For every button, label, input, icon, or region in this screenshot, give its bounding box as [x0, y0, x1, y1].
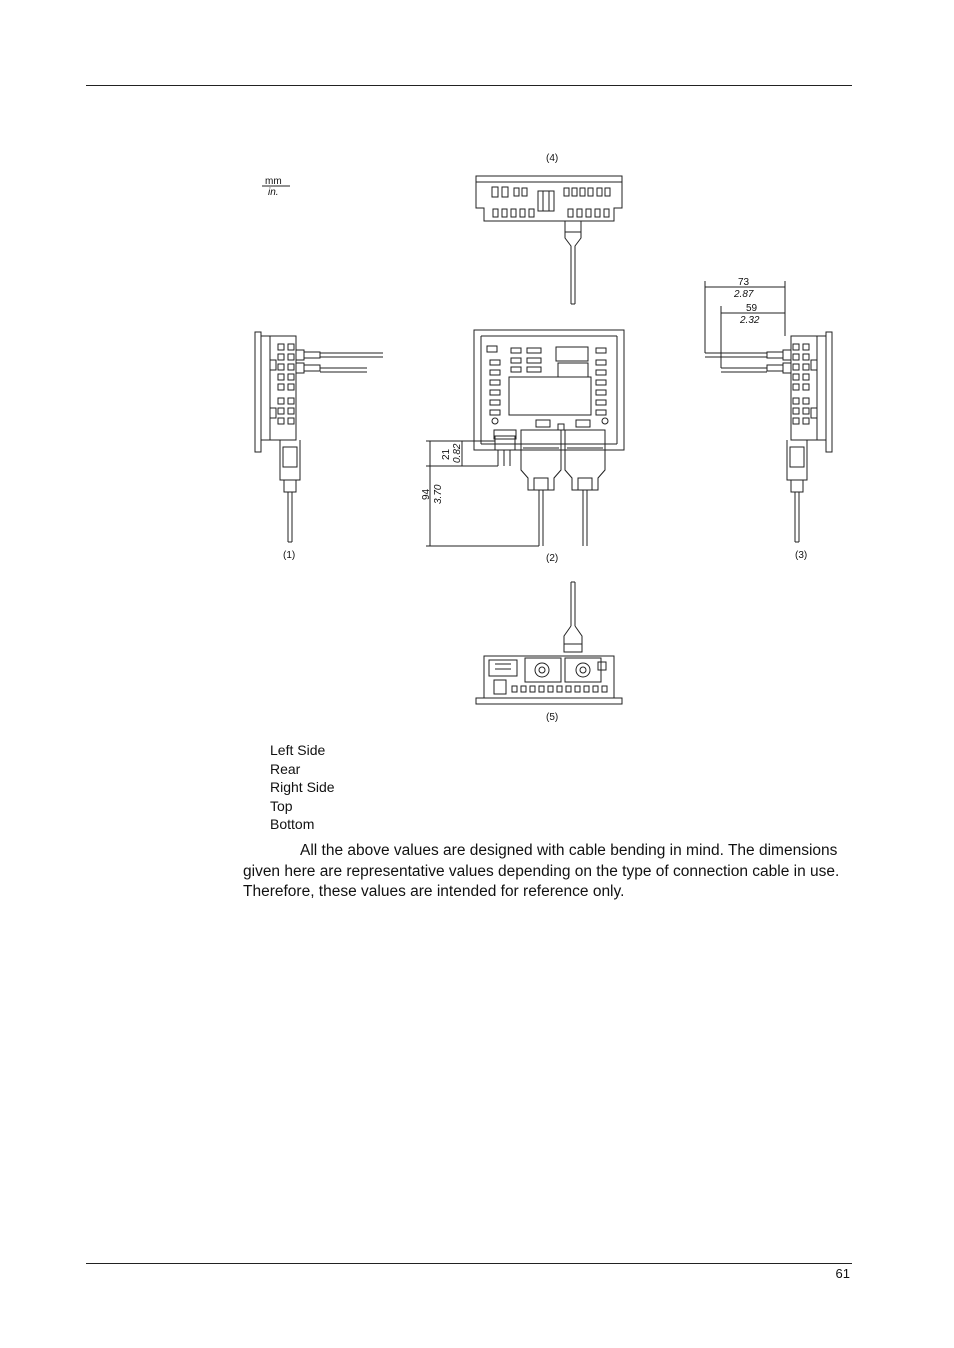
dim-width-outer-in: 2.87	[734, 289, 754, 300]
page-number: 61	[835, 1266, 850, 1281]
rear-view	[474, 330, 624, 546]
legend-item: Left Side	[270, 742, 326, 758]
view-label-bottom: (5)	[546, 712, 559, 723]
view-label-top: (4)	[546, 153, 559, 164]
top-view	[476, 176, 622, 304]
legend-item: Top	[270, 797, 293, 814]
bottom-view	[476, 582, 622, 704]
legend-item: Right Side	[270, 779, 335, 795]
legend-item: Bottom	[270, 816, 315, 832]
dim-height-short-mm: 21	[441, 448, 452, 460]
unit-in-label: in.	[268, 187, 279, 198]
dim-width-inner-mm: 59	[746, 303, 758, 314]
dim-height-long-in: 3.70	[433, 484, 444, 504]
unit-mm-label: mm	[265, 176, 282, 187]
view-label-rear: (2)	[546, 553, 559, 564]
legend-item: Rear	[270, 760, 301, 777]
left-side-view	[255, 332, 383, 542]
dim-height-long-mm: 94	[421, 488, 432, 500]
dim-height-short-in: 0.82	[452, 443, 463, 463]
right-side-view	[705, 332, 832, 542]
view-legend	[270, 741, 335, 834]
reference-note: All the above values are designed with cable bending in mind. The dimensions given here are representative values depending on the type of connection cable in use. Therefore, these values are intended for reference only.	[243, 842, 840, 900]
dim-width-outer-mm: 73	[738, 277, 750, 288]
dim-width-inner-in: 2.32	[740, 315, 760, 326]
footer-rule	[86, 1263, 852, 1264]
view-label-left-side: (1)	[283, 550, 296, 561]
view-label-right-side: (3)	[795, 550, 808, 561]
